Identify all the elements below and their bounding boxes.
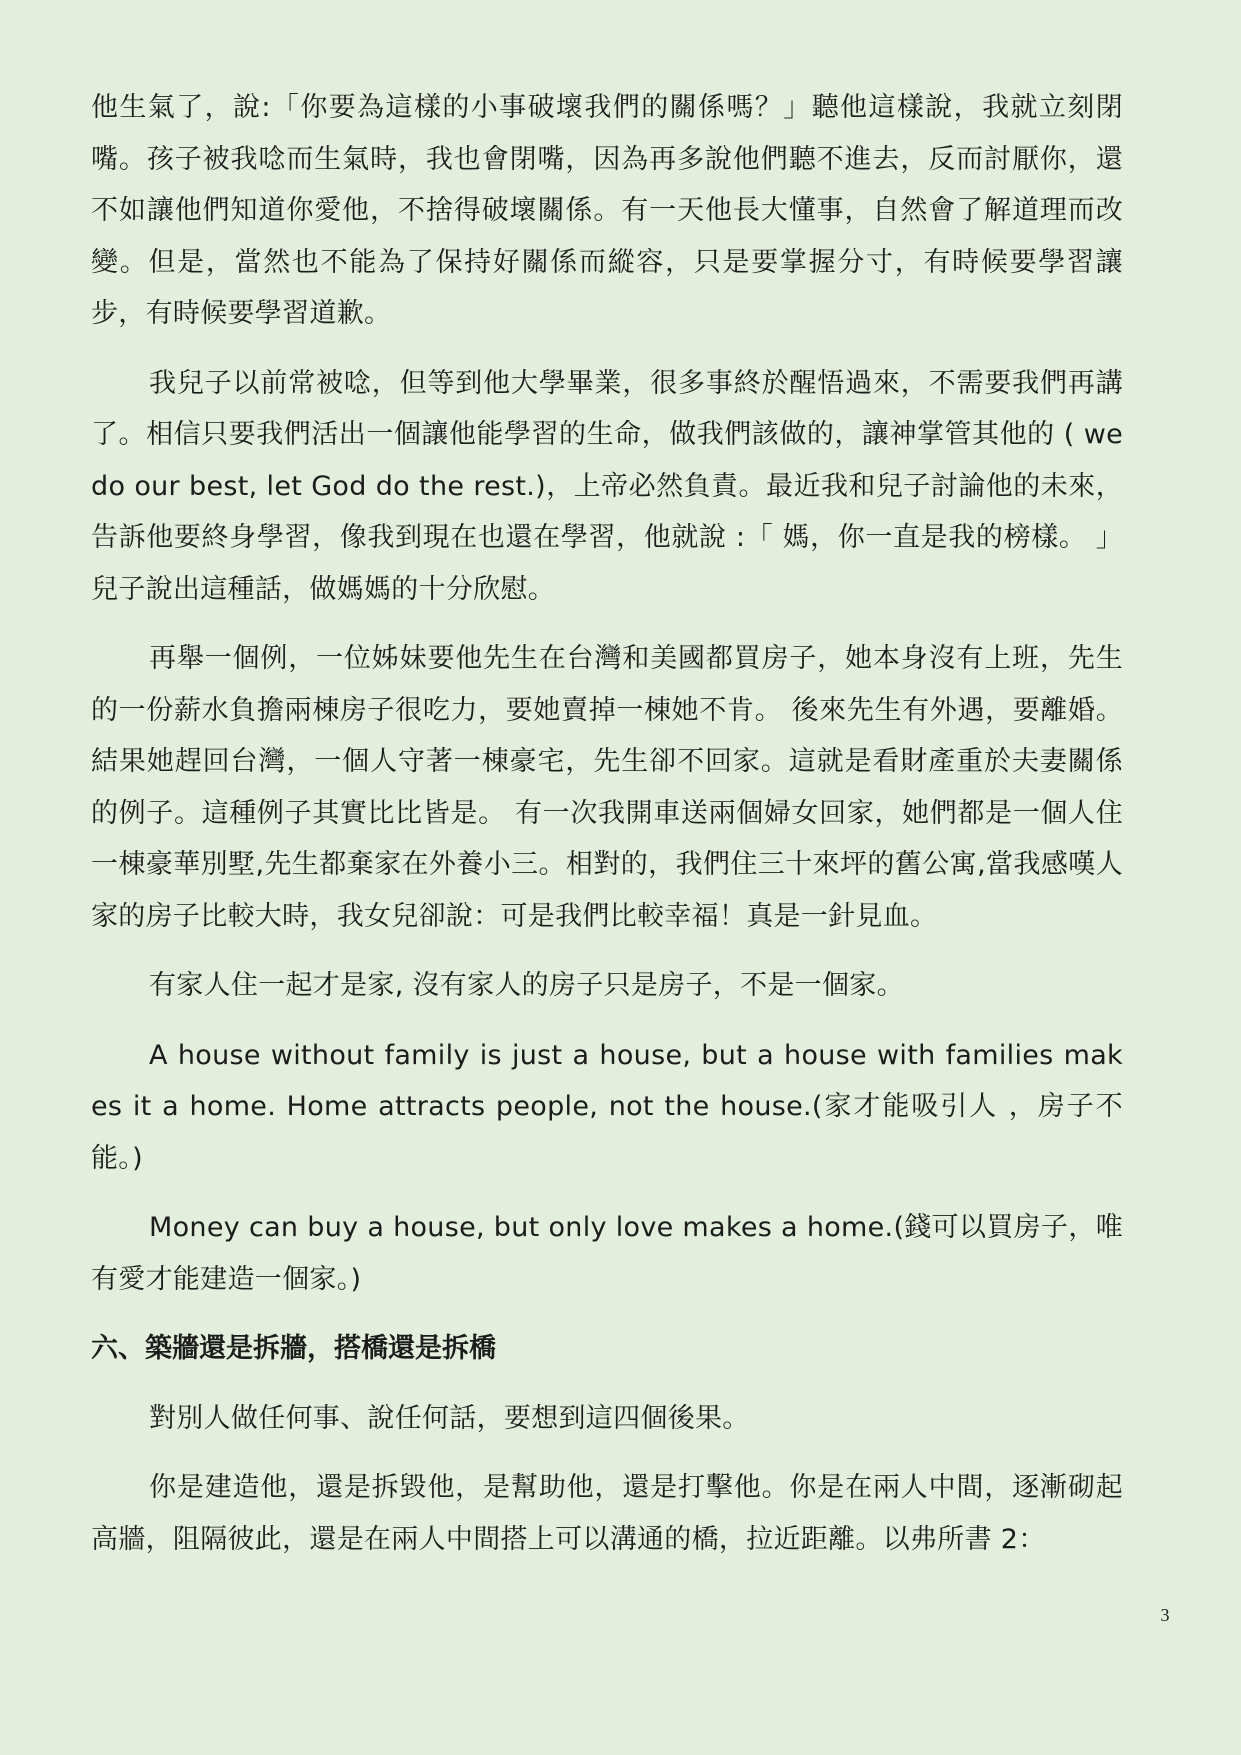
paragraph: 我兒子以前常被唸，但等到他大學畢業，很多事終於醒悟過來，不需要我們再講了。相信只要我們活出一個讓他能學習的生命，做我們該做的，讓神掌管其他的 ( we do our best, let God do the rest.)，上帝必然負責。最近我和兒子討論他的未來，告訴他要終身學習，像我到現在也還在學習，他就說 :「 媽，你一直是我的榜樣。 」兒子說出這種話，做媽媽的十分欣慰。: [91, 367, 1123, 605]
section-heading: 六、築牆還是拆牆，搭橋還是拆橋: [91, 1333, 496, 1364]
paragraph: A house without family is just a house, but a house with families makes it a home. Home attracts people, not the house.(家才能吸引人 ，房子不能。): [91, 1039, 1123, 1174]
document-body: [91, 82, 1123, 1583]
paragraph: Money can buy a house, but only love makes a home.(錢可以買房子，唯有愛才能建造一個家。): [91, 1212, 1123, 1295]
paragraph: 你是建造他，還是拆毀他，是幫助他，還是打擊他。你是在兩人中間，逐漸砌起高牆，阻隔彼此，還是在兩人中間搭上可以溝通的橋，拉近距離。以弗所書 2：: [91, 1472, 1123, 1555]
paragraph: 對別人做任何事、說任何話，要想到這四個後果。: [149, 1402, 750, 1434]
paragraph: 有家人住一起才是家, 沒有家人的房子只是房子，不是一個家。: [149, 970, 904, 1001]
paragraph: 再舉一個例，一位姊妹要他先生在台灣和美國都買房子，她本身沒有上班，先生的一份薪水負擔兩棟房子很吃力，要她賣掉一棟她不肯。 後來先生有外遇，要離婚。結果她趕回台灣，一個人守著一棟豪宅，先生卻不回家。這就是看財產重於夫妻關係的例子。這種例子其實比比皆是。 有一次我開車送兩個婦女回家，她們都是一個人住一棟豪華別墅,先生都棄家在外養小三。相對的，我們住三十來坪的舊公寓,當我感嘆人家的房子比較大時，我女兒卻說：可是我們比較幸福！真是一針見血。: [91, 643, 1123, 932]
page-number: 3: [1160, 1605, 1170, 1625]
paragraph: 他生氣了，說:「你要為這樣的小事破壞我們的關係嗎？」聽他這樣說，我就立刻閉嘴。孩子被我唸而生氣時，我也會閉嘴，因為再多說他們聽不進去，反而討厭你，還不如讓他們知道你愛他，不捨得破壞關係。有一天他長大懂事，自然會了解道理而改變。但是，當然也不能為了保持好關係而縱容，只是要掌握分寸，有時候要學習讓步，有時候要學習道歉。: [91, 92, 1123, 329]
